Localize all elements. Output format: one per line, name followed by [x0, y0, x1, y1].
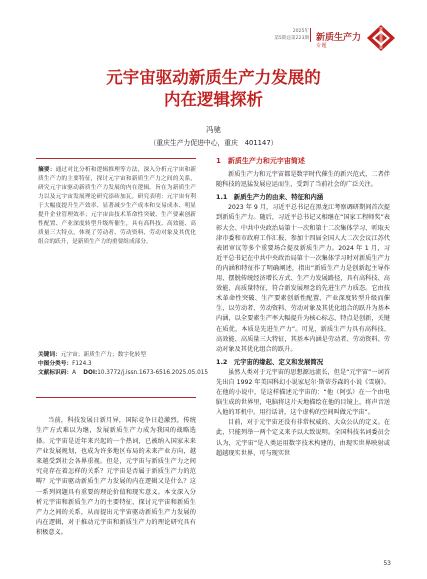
journal-logo-icon	[366, 24, 396, 52]
journal-issue-info	[274, 28, 309, 42]
clc-label: 中图分类号：	[38, 361, 73, 368]
right-column	[216, 156, 390, 459]
affiliation: （重庆生产力促进中心，重庆 401147）	[149, 139, 278, 147]
abstract	[38, 166, 196, 247]
section-1-2-paragraph-2: 目前，对于元宇宙还没有非常权威的、大众公认的定义。在此，只能列举一两个定义来予以大致说明。全国科技名词委员会认为，元宇宙“是人类运用数字技术构建的，由现实世界映射或超越现实世界，可与现实世	[216, 419, 390, 457]
keywords-line	[38, 351, 196, 360]
doc-code-label: 文献标识码：	[38, 370, 73, 377]
clc-text: F124.3	[72, 361, 92, 368]
title-line-1: 元宇宙驱动新质生产力发展的	[106, 68, 321, 87]
doi-label: DOI:	[83, 370, 98, 377]
section-1-2-paragraph-1: 虽然人类对于元宇宙的思想源远流长，但是“元宇宙”一词首先出自 1992 年美国科幻小说家尼尔·斯蒂芬森的小说《雪崩》。在他的小说中，是这样描述元宇宙的：“他（阿弘）在一个由电脑生成的世界里，电脑将这片天地描绘在他的目镜上，将声音送入他的耳机中。用行话讲，这个虚构的空间叫做元宇宙”。	[216, 368, 390, 417]
page-number: 53	[383, 560, 391, 567]
keywords-text: 元宇宙；新质生产力；数字化转型	[60, 352, 147, 358]
keywords-label: 关键词：	[38, 352, 61, 358]
abstract-label: 摘要：	[38, 167, 56, 173]
author: 冯驰	[206, 125, 221, 134]
doc-code-line	[38, 369, 208, 378]
section-1-heading: 1 新质生产力和元宇宙简述	[216, 157, 305, 165]
section-1-1-paragraph: 2023 年 9 月，习近平总书记在黑龙江考察调研期间首次提到新质生产力。随后，习近平总书记又相继在“国家工程师奖”表彰大会、中共中央政治局第十一次和第十二次集体学习、听取天津市委和市政府工作汇报、参加十四届全国人大二次会议江苏代表团审议等多个重要场合提及新质生产力。2024 年 1 月，习近平总书记在中共中央政治局第十一次集体学习时对新质生产力的内涵和特征作了明确阐述，指出“新质生产力是创新起主导作用，摆脱传统经济增长方式、生产力发展路径，具有高科技、高效能、高质量特征，符合新发展理念的先进生产力质态。它由技术革命性突破、生产要素创新性配置、产业深度转型升级而催生，以劳动者、劳动资料、劳动对象及其优化组合的跃升为基本内涵，以全要素生产率大幅提升为核心标志，特点是创新，关键在质优，本质是先进生产力”。可见，新质生产力具有高科技、高效能、高质量三大特征，其基本内涵是劳动者、劳动资料、劳动对象及其优化组合的跃升。	[216, 204, 390, 353]
abstract-text: 通过对比分析和逻辑推理等方法，深入分析元宇宙和新质生产力的主要特征，探讨元宇宙和新质生产力之间的关系，研究元宇宙驱动新质生产力发展的内在逻辑。旨在为新质生产力以及元宇宙发展理论研究添砖加瓦。研究表明：元宇宙有利于大幅度提升生产效率、显著减少生产成本和交易成本、明显提升企业管理效率；元宇宙由技术革命性突破、生产要素创新性配置、产业深度转型升级所催生，具有高科技、高效能、高质量三大特点，体现了劳动者、劳动资料、劳动对象及其优化组合的跃升，是新质生产力的重要组成部分。	[38, 167, 197, 246]
column-brand: 新质生产力	[316, 33, 362, 43]
section-1-1-heading: 1.1 新质生产力的由来、特征和内涵	[216, 193, 324, 202]
doc-code-text: A	[72, 370, 77, 377]
journal-year: 2025年	[292, 29, 309, 34]
column-subbrand: 专题	[316, 43, 328, 49]
section-1-2-heading: 1.2 元宇宙的缘起、定义和发展简况	[216, 357, 324, 366]
header-divider	[310, 28, 311, 42]
clc-line	[38, 360, 196, 369]
doi-text: 10.3772/j.issn.1673-6516.2025.05.015	[97, 370, 208, 377]
title-line-2: 内在逻辑探析	[164, 90, 263, 109]
article-title	[0, 67, 427, 111]
introduction-paragraph: 当前，科技发展日新月异，国际竞争日趋激烈，传统生产方式难以为继，发展新质生产力成为我国的战略选择。元宇宙是近年来兴起的一个热词，已被纳入国家未来产业发展规划，也成为许多地区布局的未来产业方向，越来越受到社会各界重视。但是，元宇宙与新质生产力之间究竟存在着怎样的关系？元宇宙是否属于新质生产力的范畴？元宇宙驱动新质生产力发展的内在逻辑又是什么？这一系列问题具有重要的理论价值和现实意义。本文深入分析元宇宙和新质生产力的主要特征，探讨元宇宙和新质生产力之间的关系，从而提出元宇宙驱动新质生产力发展的内在逻辑，对于推动元宇宙和新质生产力的理论研究具有积极意义。	[36, 417, 196, 537]
article-metadata	[38, 351, 208, 379]
journal-issue: 第5期总第223期	[274, 36, 309, 41]
section-1-paragraph: 新质生产力和元宇宙都是数字时代催生的新兴范式，二者伴随科技的迅猛发展应运而生，受到了当前社会的广泛关注。	[216, 171, 390, 189]
